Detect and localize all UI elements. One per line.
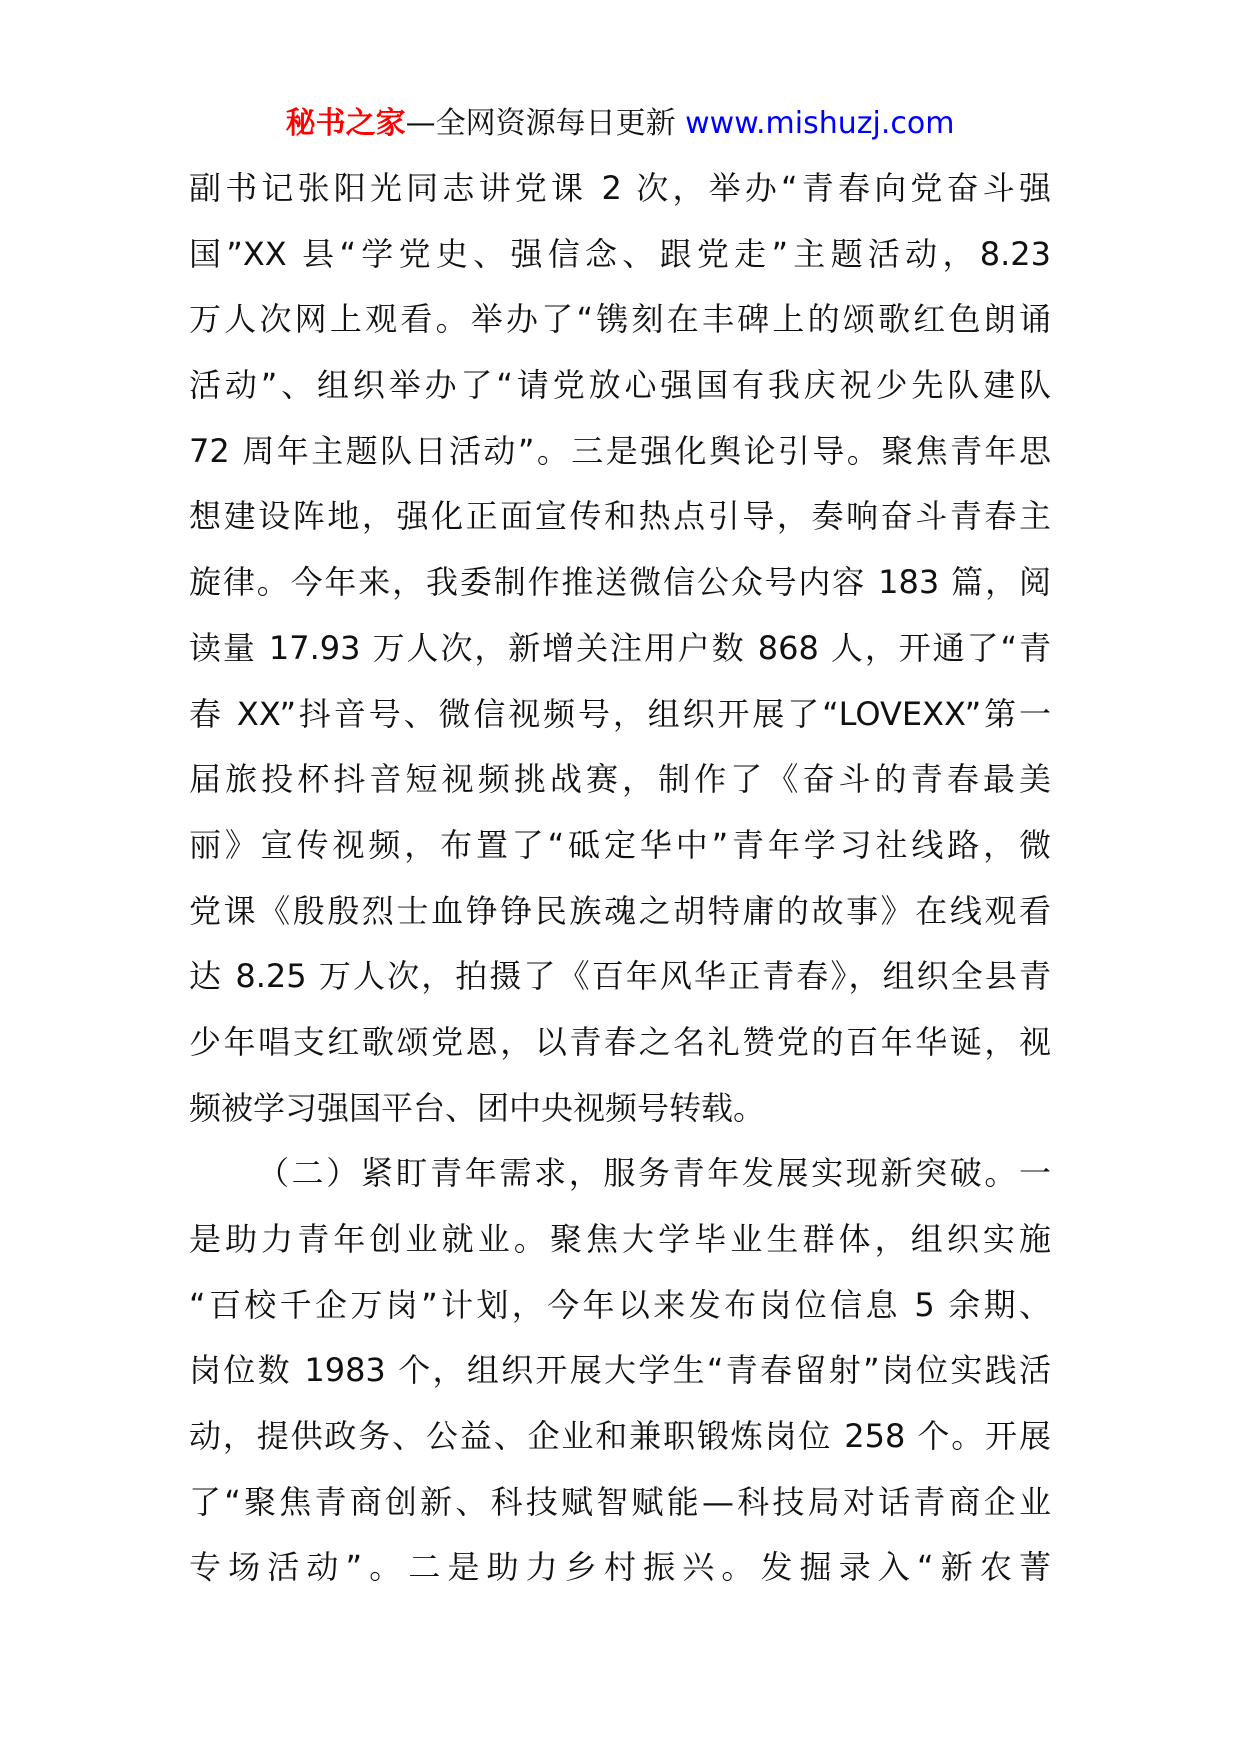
text-line: 少年唱支红歌颂党恩，以青春之名礼赞党的百年华诞，视 [189,1022,1051,1061]
text-line: 万人次网上观看。举办了“镌刻在丰碑上的颂歌红色朗诵 [189,300,1051,339]
text-line: 达 8.25 万人次，拍摄了《百年风华正青春》，组织全县青 [189,957,1051,996]
text-line: 副书记张阳光同志讲党课 2 次，举办“青春向党奋斗强 [189,169,1051,207]
section-heading-line: （二）紧盯青年需求，服务青年发展实现新突破。一 [257,1154,1051,1193]
text-line: 岗位数 1983 个，组织开展大学生“青春留射”岗位实践活 [189,1351,1051,1390]
header-url-link[interactable]: www.mishuzj.com [685,106,955,141]
text-line: 了“聚焦青商创新、科技赋智赋能—科技局对话青商企业 [189,1482,1051,1521]
text-line: “百校千企万岗”计划，今年以来发布岗位信息 5 余期、 [189,1285,1051,1324]
text-line: 国”XX 县“学党史、强信念、跟党走”主题活动，8.23 [189,234,1051,273]
document-body [189,164,1051,1609]
text-line: 72 周年主题队日活动”。三是强化舆论引导。聚焦青年思 [189,431,1051,470]
text-line: 想建设阵地，强化正面宣传和热点引导，奏响奋斗青春主 [189,497,1051,536]
text-line: 党课《殷殷烈士血铮铮民族魂之胡特庸的故事》在线观看 [189,891,1051,930]
brand-name: 秘书之家 [285,106,406,141]
text-line: 活动”、组织举办了“请党放心强国有我庆祝少先队建队 [189,366,1051,405]
paragraph-end-line: 频被学习强国平台、团中央视频号转载。 [189,1088,766,1127]
text-line: 届旅投杯抖音短视频挑战赛，制作了《奋斗的青春最美 [189,760,1051,799]
header-slogan: —全网资源每日更新 [405,106,676,141]
text-line: 是助力青年创业就业。聚焦大学毕业生群体，组织实施 [189,1220,1051,1258]
text-line: 专场活动”。二是助力乡村振兴。发掘录入“新农菁 [189,1548,1051,1587]
page-header [0,104,1240,144]
text-line: 动，提供政务、公益、企业和兼职锻炼岗位 258 个。开展 [189,1417,1051,1456]
text-line: 春 XX”抖音号、微信视频号，组织开展了“LOVEXX”第一 [189,694,1051,733]
text-line: 读量 17.93 万人次，新增关注用户数 868 人，开通了“青 [189,628,1051,667]
text-line: 丽》宣传视频，布置了“砥定华中”青年学习社线路，微 [189,825,1051,864]
text-line: 旋律。今年来，我委制作推送微信公众号内容 183 篇，阅 [189,563,1051,602]
